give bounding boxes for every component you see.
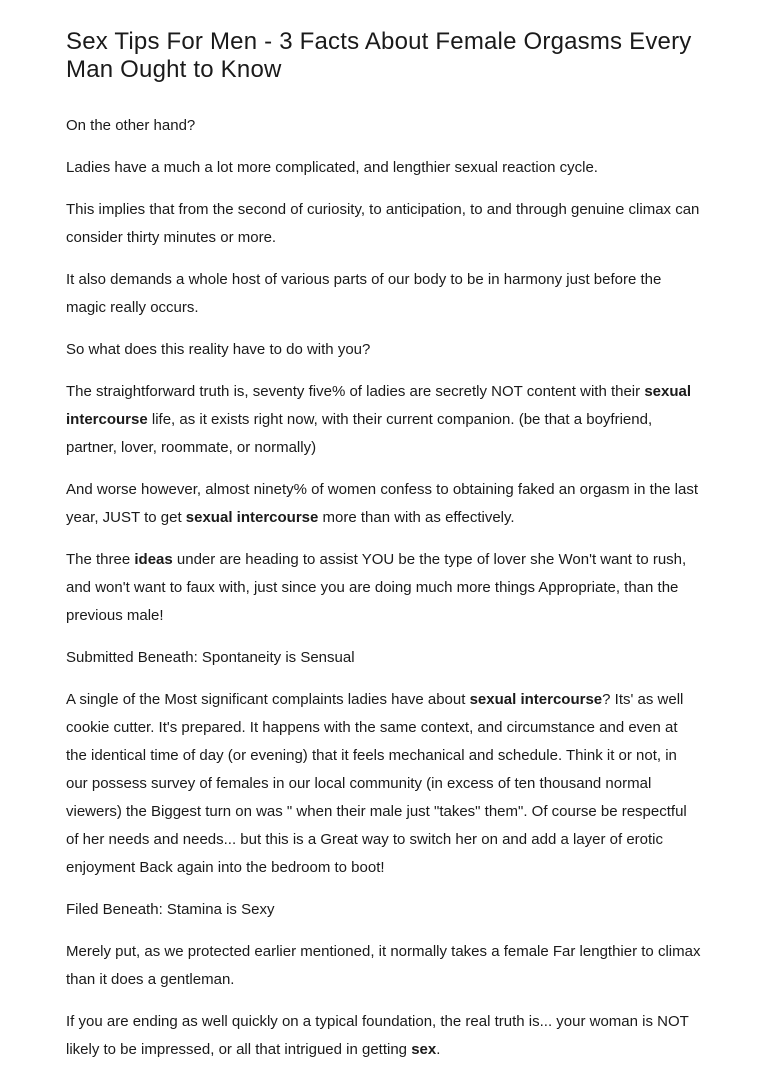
paragraph — [66, 644, 702, 672]
text-run: The three — [66, 551, 135, 568]
text-run: Submitted Beneath: Spontaneity is Sensual — [66, 649, 355, 666]
text-run: Merely put, as we protected earlier mentioned, it normally takes a female Far lengthier to climax than it does a gentleman. — [66, 943, 701, 988]
text-run: And worse however, almost ninety% of women confess to obtaining faked an orgasm in the last year, JUST to get — [66, 481, 699, 526]
text-run: life, as it exists right now, with their current companion. (be that a boyfriend, partner, lover, roommate, or normally) — [66, 411, 653, 456]
text-run: If you are ending as well quickly on a typical foundation, the real truth is... your woman is NOT likely to be impressed, or all that intrigued in getting — [66, 1013, 689, 1058]
text-run: The straightforward truth is, seventy five% of ladies are secretly NOT content with their — [66, 383, 645, 400]
text-run: A single of the Most significant complaints ladies have about — [66, 691, 470, 708]
bold-text-run: sexual intercourse — [66, 383, 692, 428]
text-run: Ladies have a much a lot more complicated, and lengthier sexual reaction cycle. — [66, 159, 598, 176]
paragraph — [66, 266, 702, 322]
bold-text-run: sex — [411, 1041, 437, 1058]
paragraph — [66, 938, 702, 994]
paragraph — [66, 476, 702, 532]
text-run: . — [436, 1041, 441, 1058]
paragraph — [66, 378, 702, 462]
text-run: It also demands a whole host of various parts of our body to be in harmony just before the magic really occurs. — [66, 271, 662, 316]
document-body — [66, 112, 702, 1064]
paragraph — [66, 154, 702, 182]
text-run: ? Its' as well cookie cutter. It's prepared. It happens with the same context, and circumstance and even at the identical time of day (or evening) that it feels mechanical and schedule. Think it or not, in our possess survey of females in our local community (in excess of ten thousand normal viewers) the Biggest turn on was " when their male just "takes" them". Of course be respectful of her needs and needs... but this is a Great way to switch her on and add a layer of erotic enjoyment Back again into the bedroom to boot! — [66, 691, 687, 876]
paragraph — [66, 196, 702, 252]
bold-text-run: sexual intercourse — [185, 509, 319, 526]
text-run: On the other hand? — [66, 117, 196, 134]
text-run: under are heading to assist YOU be the type of lover she Won't want to rush, and won't want to faux with, just since you are doing much more things Appropriate, than the previous male! — [66, 551, 687, 624]
text-run: So what does this reality have to do with you? — [66, 341, 371, 358]
text-run: Filed Beneath: Stamina is Sexy — [66, 901, 275, 918]
bold-text-run: sexual intercourse — [469, 691, 603, 708]
paragraph — [66, 1008, 702, 1064]
text-run: This implies that from the second of curiosity, to anticipation, to and through genuine climax can consider thirty minutes or more. — [66, 201, 700, 246]
paragraph — [66, 896, 702, 924]
bold-text-run: ideas — [134, 551, 173, 568]
paragraph — [66, 112, 702, 140]
paragraph — [66, 686, 702, 882]
paragraph — [66, 336, 702, 364]
document-title: Sex Tips For Men - 3 Facts About Female Orgasms Every Man Ought to Know — [66, 28, 692, 83]
paragraph — [66, 546, 702, 630]
text-run: more than with as effectively. — [318, 509, 515, 526]
